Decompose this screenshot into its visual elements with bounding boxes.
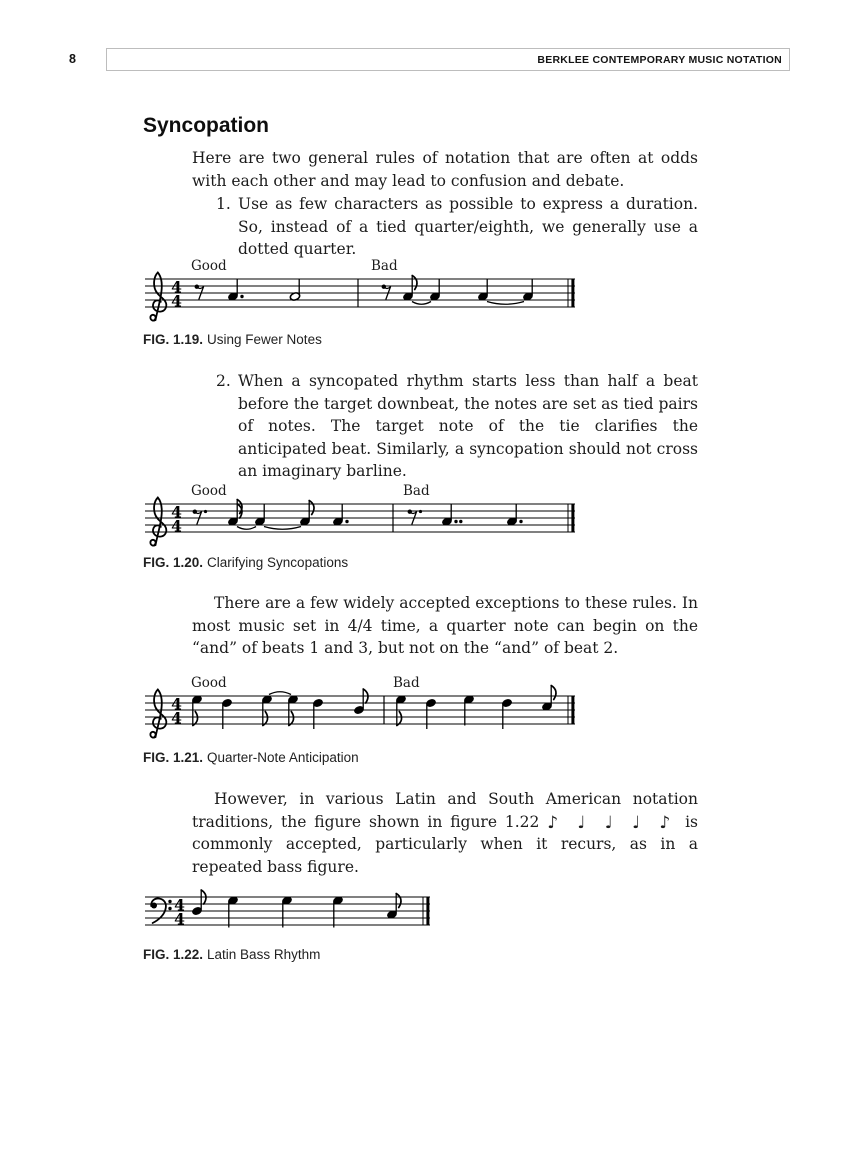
augmentation-dot [419,510,422,513]
staff-label: Bad [393,675,420,691]
time-denominator: 4 [171,708,182,728]
figure-1-19-staff [145,253,583,335]
note [227,896,238,928]
running-header-title: BERKLEE CONTEMPORARY MUSIC NOTATION [537,53,782,66]
paragraph-exceptions: There are a few widely accepted exceptions to these rules. In most music set in 4/4 time, a quarter note can begin on the “and” of beats 1 and 3, but not on the “and” of beat 2. [192,594,698,658]
note [332,504,348,527]
figure-1-19-caption [143,332,322,347]
note [332,896,343,928]
figure-label: FIG. 1.21. [143,750,204,765]
figure-1-20-caption [143,555,348,570]
time-denominator: 4 [174,909,185,929]
running-header [106,48,790,71]
eighth-rest-icon [193,510,208,525]
note [254,504,265,527]
time-signature [174,896,185,929]
list-item-2 [216,370,698,483]
augmentation-dot [204,510,207,513]
figure-label: FIG. 1.22. [143,947,204,962]
tie [487,302,524,305]
figure-1-21-caption [143,750,359,765]
paragraph-latin [192,788,698,878]
staff-svg [145,889,438,949]
paragraph-intro: Here are two general rules of notation that are often at odds with each other and may lead to confusion and debate. [192,149,698,190]
staff-label: Good [191,675,227,691]
staff-svg [145,670,583,752]
note [477,279,488,302]
time-numerator: 4 [171,694,182,714]
treble-clef-icon [150,498,166,546]
staff-label: Good [191,258,227,274]
tie [412,302,431,305]
note [353,689,368,715]
flag [397,712,402,726]
treble-clef-icon [150,273,166,321]
tie [237,527,256,530]
augmentation-dot [454,520,457,523]
eighth-rest-icon [408,510,423,525]
eighth-rest-icon [195,285,204,300]
page-number: 8 [69,52,76,66]
note [281,896,292,928]
list-item-2-text: When a syncopated rhythm starts less than half a beat before the target downbeat, the notes are set as tied pairs of notes. The target note of the tie clarifies the anticipated beat. Similarly, a syncopation should not cross an imaginary barline. [238,372,698,481]
flag [263,712,268,726]
augmentation-dot [240,295,243,298]
figure-1-22-caption [143,947,320,962]
figure-title: Latin Bass Rhythm [207,947,321,962]
figure-title: Quarter-Note Anticipation [207,750,359,765]
flag [551,686,556,700]
figure-1-20-staff [145,478,583,560]
paragraph-latin-pre: However, in various Latin and South American notation traditions, the figure shown in figure 1.22 [192,790,698,831]
figure-1-22-staff [145,889,438,949]
list-item-1-number: 1. [216,195,231,213]
note [227,500,242,527]
time-numerator: 4 [171,502,182,522]
staff-label: Bad [403,483,430,499]
note [522,279,533,302]
time-signature [171,695,182,728]
time-numerator: 4 [171,277,182,297]
figure-label: FIG. 1.20. [143,555,204,570]
tie [269,692,291,695]
staff-svg [145,253,583,335]
flag [412,276,417,290]
time-denominator: 4 [171,291,182,311]
flag [289,712,294,726]
note [441,504,462,527]
figure-title: Using Fewer Notes [207,332,322,347]
tie [264,527,301,530]
time-denominator: 4 [171,516,182,536]
figure-title: Clarifying Syncopations [207,555,349,570]
note [506,504,522,527]
note [289,279,300,302]
figure-label: FIG. 1.19. [143,332,204,347]
paragraph-latin-post: is commonly accepted, particularly when it recurs, as in a repeated bass figure. [192,812,698,876]
note [541,686,556,712]
inline-note-icons: ♪ ♩ ♩ ♩ ♪ [547,812,678,833]
note [227,279,243,302]
treble-clef-icon [150,690,166,738]
time-signature [171,278,182,311]
page-title: Syncopation [143,114,270,137]
augmentation-dot [519,520,522,523]
flag [309,501,314,515]
staff-label: Good [191,483,227,499]
augmentation-dot [345,520,348,523]
flag [396,894,401,908]
time-numerator: 4 [174,895,185,915]
flag [193,712,198,726]
list-item-2-number: 2. [216,372,231,390]
list-item-1-text: Use as few characters as possible to express a duration. So, instead of a tied quarter/eighth, we generally use a dotted quarter. [238,195,698,259]
staff-label: Bad [371,258,398,274]
note [191,890,206,916]
staff-svg [145,478,583,560]
list-item-1 [216,193,698,261]
augmentation-dot [459,520,462,523]
eighth-rest-icon [382,285,391,300]
figure-1-21-staff [145,670,583,752]
time-signature [171,503,182,536]
note [429,279,440,302]
